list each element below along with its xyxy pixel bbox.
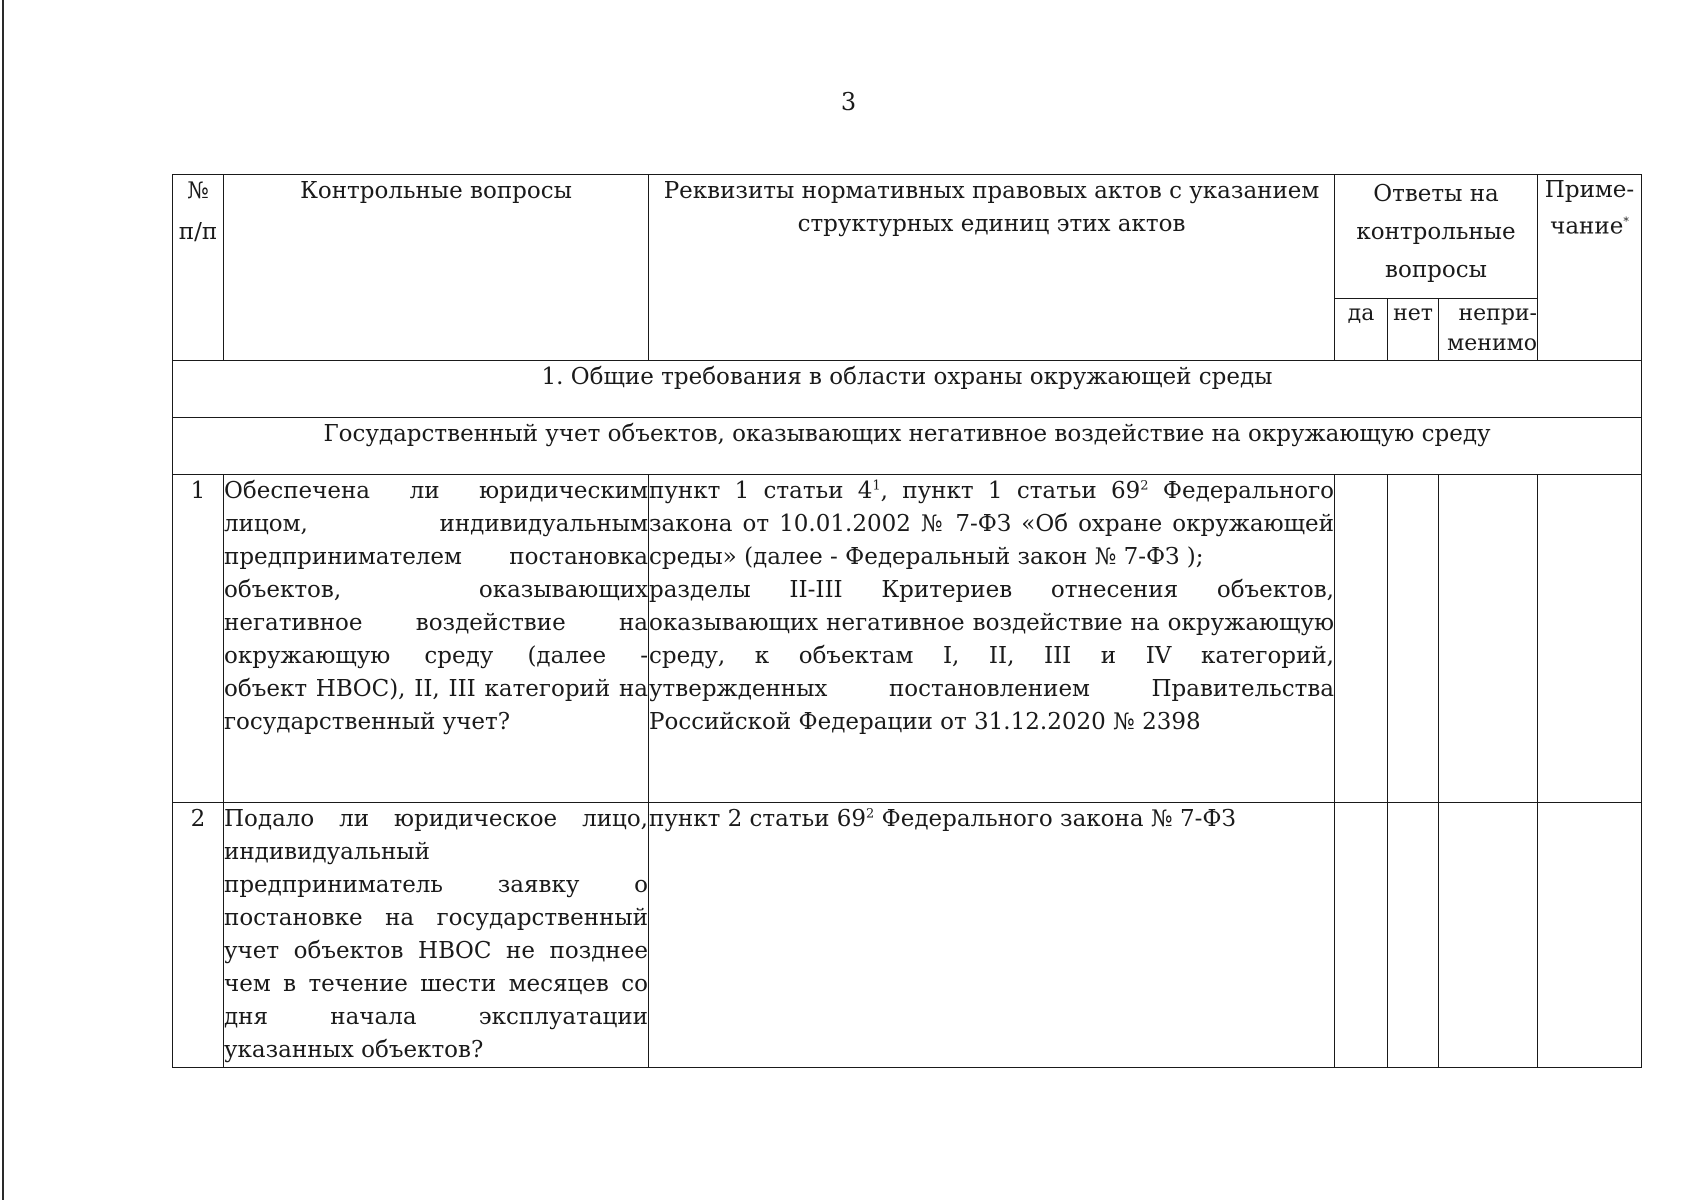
header-questions: Контрольные вопросы: [224, 175, 649, 361]
header-number: [173, 175, 224, 361]
page-number: 3: [840, 88, 857, 116]
header-answer-yes: да: [1335, 299, 1388, 361]
header-answers: Ответы на контрольные вопросы: [1335, 175, 1538, 299]
answer-no-cell[interactable]: [1388, 475, 1439, 803]
requisite-superscript: 1: [872, 478, 881, 494]
row-question: Подало ли юридическое лицо, индивидуальный предприниматель заявку о постановке на государственный учет объектов НВОС не позднее чем в течение шести месяцев со дня начала эксплуатации указанных объектов?: [224, 803, 649, 1068]
header-number-sign: №: [187, 178, 209, 204]
answer-no-cell[interactable]: [1388, 803, 1439, 1068]
header-answer-no: нет: [1388, 299, 1439, 361]
row-number: 1: [173, 475, 224, 803]
header-note: [1538, 175, 1642, 361]
section-title: 1. Общие требования в области охраны окружающей среды: [173, 361, 1642, 418]
header-requisites: Реквизиты нормативных правовых актов с указанием структурных единиц этих актов: [649, 175, 1335, 361]
header-number-pp: п/п: [178, 219, 218, 245]
requisite-text: пункт 2 статьи 69: [649, 806, 867, 832]
requisite-law-7fz: [649, 475, 1334, 574]
requisite-text: Федерального закона от 10.01.2002 № 7-ФЗ «Об охране окружающей среды» (далее - Федеральный закон № 7-ФЗ );: [649, 478, 1334, 570]
header-answer-na: непри-менимо: [1439, 299, 1538, 361]
requisite-superscript: 2: [866, 806, 875, 822]
requisite-text: , пункт 1 статьи 69: [880, 478, 1141, 504]
table-row: [173, 803, 1642, 1068]
checklist-table: [172, 174, 1642, 1068]
row-number: 2: [173, 803, 224, 1068]
note-cell[interactable]: [1538, 475, 1642, 803]
note-cell[interactable]: [1538, 803, 1642, 1068]
answer-yes-cell[interactable]: [1335, 475, 1388, 803]
answer-na-cell[interactable]: [1439, 803, 1538, 1068]
header-note-mark: *: [1623, 215, 1629, 228]
subsection-title: Государственный учет объектов, оказывающих негативное воздействие на окружающую среду: [173, 418, 1642, 475]
scan-edge-line: [2, 0, 4, 1200]
row-question: Обеспечена ли юридическим лицом, индивидуальным предпринимателем постановка объектов, оказывающих негативное воздействие на окружающую среду (далее - объект НВОС), II, III категорий на государственный учет?: [224, 475, 649, 803]
answer-yes-cell[interactable]: [1335, 803, 1388, 1068]
requisite-criteria: разделы II-III Критериев отнесения объектов, оказывающих негативное воздействие на окружающую среду, к объектам I, II, III и IV категорий, утвержденных постановлением Правительства Российской Федерации от 31.12.2020 № 2398: [649, 577, 1334, 735]
header-note-label: Приме-чание: [1544, 177, 1635, 240]
requisite-superscript: 2: [1140, 478, 1149, 494]
requisite-text: Федерального закона № 7-ФЗ: [874, 806, 1236, 832]
row-requisites: [649, 475, 1335, 803]
header-row-1: [173, 175, 1642, 299]
row-requisites: [649, 803, 1335, 1068]
section-row: [173, 361, 1642, 418]
answer-na-cell[interactable]: [1439, 475, 1538, 803]
table-row: [173, 475, 1642, 803]
subsection-row: [173, 418, 1642, 475]
requisite-text: пункт 1 статьи 4: [649, 478, 873, 504]
